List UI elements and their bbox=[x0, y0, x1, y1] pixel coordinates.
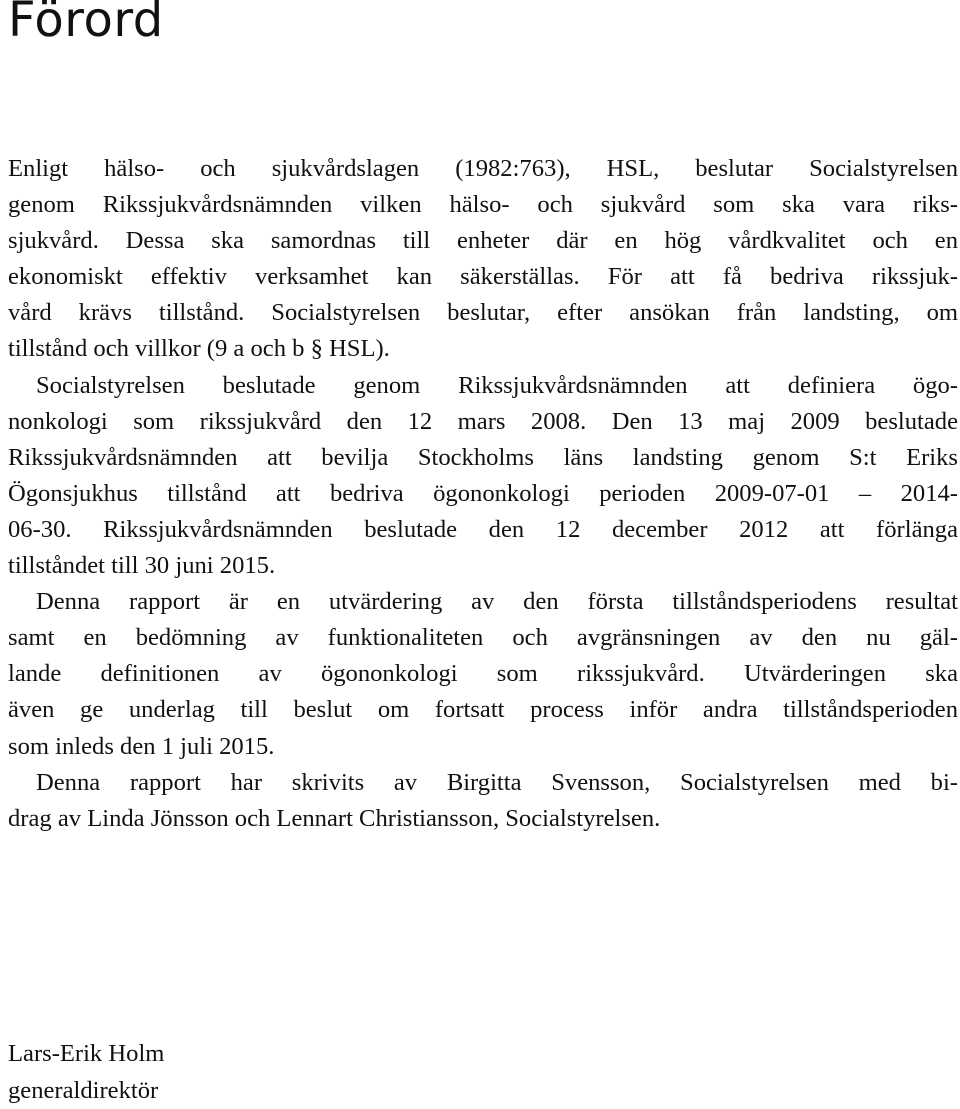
text-line: nonkologi som rikssjukvård den 12 mars 2008. Den 13 maj 2009 beslutade bbox=[8, 407, 958, 435]
text-line: Socialstyrelsen beslutade genom Rikssjukvårdsnämnden att definiera ögo- bbox=[36, 371, 958, 399]
text-line: även ge underlag till beslut om fortsatt process inför andra tillståndsperioden bbox=[8, 696, 958, 724]
text-line: Rikssjukvårdsnämnden att bevilja Stockholms läns landsting genom S:t Eriks bbox=[8, 443, 958, 471]
foreword-body bbox=[8, 151, 958, 837]
paragraph-3 bbox=[8, 584, 958, 764]
text-line: 06-30. Rikssjukvårdsnämnden beslutade den 12 december 2012 att förlänga bbox=[8, 515, 958, 543]
text-line: sjukvård. Dessa ska samordnas till enheter där en hög vårdkvalitet och en bbox=[8, 227, 958, 255]
text-line: ekonomiskt effektiv verksamhet kan säkerställas. För att få bedriva rikssjuk- bbox=[8, 263, 958, 291]
text-line: tillståndet till 30 juni 2015. bbox=[8, 552, 276, 580]
text-line: genom Rikssjukvårdsnämnden vilken hälso- och sjukvård som ska vara riks- bbox=[8, 191, 958, 219]
text-line: Enligt hälso- och sjukvårdslagen (1982:763), HSL, beslutar Socialstyrelsen bbox=[8, 155, 958, 182]
text-line: lande definitionen av ögononkologi som rikssjukvård. Utvärderingen ska bbox=[8, 660, 958, 688]
signature-block bbox=[8, 1036, 164, 1109]
text-line: Ögonsjukhus tillstånd att bedriva ögononkologi perioden 2009-07-01 – 2014- bbox=[8, 479, 958, 507]
text-line: som inleds den 1 juli 2015. bbox=[8, 732, 275, 760]
text-line: samt en bedömning av funktionaliteten och avgränsningen av den nu gäl- bbox=[8, 624, 958, 652]
text-line: tillstånd och villkor (9 a och b § HSL). bbox=[8, 335, 390, 363]
paragraph-4 bbox=[8, 765, 958, 837]
text-line: Denna rapport har skrivits av Birgitta Svensson, Socialstyrelsen med bi- bbox=[36, 768, 958, 796]
signatory-name: Lars-Erik Holm bbox=[8, 1040, 165, 1067]
page-title: Förord bbox=[8, 0, 164, 48]
paragraph-1 bbox=[8, 151, 958, 368]
signatory-role: generaldirektör bbox=[8, 1076, 159, 1104]
text-line: Denna rapport är en utvärdering av den första tillståndsperiodens resultat bbox=[36, 588, 958, 616]
text-line: drag av Linda Jönsson och Lennart Christiansson, Socialstyrelsen. bbox=[8, 804, 661, 832]
text-line: vård krävs tillstånd. Socialstyrelsen beslutar, efter ansökan från landsting, om bbox=[8, 299, 958, 327]
paragraph-2 bbox=[8, 368, 958, 585]
